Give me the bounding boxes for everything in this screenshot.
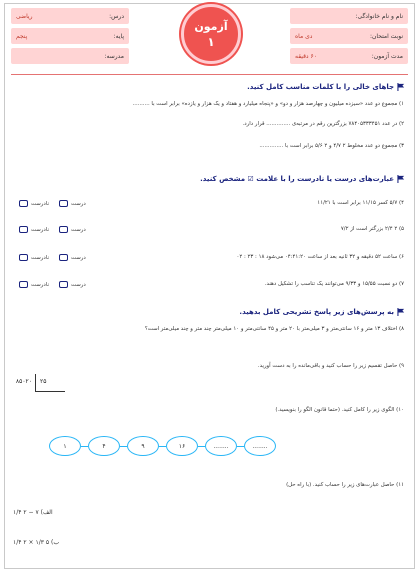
subject-value: ریاضی — [16, 12, 33, 20]
answer-options-7 — [19, 281, 86, 288]
division-divisor: ۲۵ — [40, 378, 47, 385]
header-row-name — [290, 8, 408, 24]
question-11b: ب) ۵ ۱/۳ × ۲ ۱/۴ — [13, 539, 59, 546]
question-10: ۱۰) الگوی زیر را کامل کنید. (حتما قانون الگو را بنویسید.) — [275, 407, 404, 413]
badge-title: آزمون — [194, 19, 228, 33]
question-3: ۳) مجموع دو عدد مخلوط ۲ ۴/۷ و ۲ ۵/۶ برابر است با .............. — [259, 143, 404, 149]
option-true[interactable]: درست — [59, 281, 86, 288]
header-row-subject — [11, 8, 129, 24]
section1-title: جاهای خالی را با کلمات مناسب کامل کنید. — [247, 83, 406, 91]
option-true[interactable]: درست — [59, 226, 86, 233]
flag-icon — [397, 83, 406, 91]
term-value: دی ماه — [295, 32, 313, 40]
badge-number: ۱ — [207, 34, 215, 49]
question-6: ۶) ساعت ۵۲ دقیقه و ۳۲ ثانیه بعد از ساعت ۰۴:۴۱:۲۰ می‌شود ۱۸ : ۲۳ : ۰۲ — [236, 254, 404, 260]
school-label: مدرسه: — [104, 52, 124, 60]
pattern-connector — [120, 446, 127, 447]
section3-title: به پرسش‌های زیر پاسخ تشریحی کامل بدهید. — [239, 308, 406, 316]
checkbox-true[interactable] — [59, 200, 68, 207]
question-11a: الف) ۷ − ۲ ۱/۴ — [13, 509, 53, 516]
option-false[interactable]: نادرست — [19, 226, 49, 233]
term-label: نوبت امتحان: — [369, 32, 403, 40]
checkbox-false[interactable] — [19, 200, 28, 207]
question-2: ۲) در عدد ۷۸۴۰۵۳۳۳۴۵۱ بزرگترین رقم در مرتبه‌ی .............. قرار دارد. — [242, 121, 404, 127]
division-dividend: ۸۵۰۲۰ — [15, 378, 32, 385]
checkbox-true[interactable] — [59, 281, 68, 288]
exam-badge — [181, 4, 241, 64]
header-row-term — [290, 28, 408, 44]
header-row-school — [11, 48, 129, 64]
question-9: ۹) حاصل تقسیم زیر را حساب کنید و باقی‌مانده را به دست آورید. — [257, 363, 404, 369]
header-info-left — [11, 8, 129, 68]
checkbox-false[interactable] — [19, 226, 28, 233]
long-division — [15, 374, 65, 392]
pattern-connector — [198, 446, 205, 447]
header-row-duration — [290, 48, 408, 64]
pattern-term-1: ۱ — [49, 436, 81, 456]
answer-options-4 — [19, 200, 86, 207]
pattern-connector — [81, 446, 88, 447]
pattern-chain — [49, 432, 279, 460]
flag-icon — [397, 308, 406, 316]
header-divider — [11, 74, 408, 75]
flag-icon — [397, 175, 406, 183]
question-4: ۴) ۵/۷ کسر ۱۱/۱۵ برابر است با ۱۱/۲۱ — [317, 200, 404, 206]
checkbox-true[interactable] — [59, 226, 68, 233]
question-7: ۷) دو نسبت ۱۵/۵۵ و ۹/۳۳ می‌توانند یک تناسب را تشکیل دهند. — [264, 281, 404, 287]
duration-value: ۶۰ دقیقه — [295, 52, 317, 60]
option-false[interactable]: نادرست — [19, 200, 49, 207]
subject-label: درس: — [109, 12, 124, 20]
option-true[interactable]: درست — [59, 254, 86, 261]
duration-label: مدت آزمون: — [371, 52, 403, 60]
question-1: ۱) مجموع دو عدد «سیزده میلیون و چهارصد هزار و دو» و «پنجاه میلیارد و هفتاد و یک هزار و یازده» برابر است با .......... — [132, 101, 404, 107]
section2-title: عبارت‌های درست یا نادرست را با علامت ☑ مشخص کنید. — [200, 175, 406, 183]
option-false[interactable]: نادرست — [19, 254, 49, 261]
answer-options-6 — [19, 254, 86, 261]
pattern-connector — [159, 446, 166, 447]
pattern-term-4: ۱۶ — [166, 436, 198, 456]
checkbox-false[interactable] — [19, 254, 28, 261]
answer-options-5 — [19, 226, 86, 233]
option-false[interactable]: نادرست — [19, 281, 49, 288]
grade-value: پنجم — [16, 32, 28, 40]
checkbox-true[interactable] — [59, 254, 68, 261]
header-info-right — [290, 8, 408, 68]
pattern-term-6[interactable]: ........ — [244, 436, 276, 456]
option-true[interactable]: درست — [59, 200, 86, 207]
exam-page — [4, 3, 415, 569]
checkbox-false[interactable] — [19, 281, 28, 288]
grade-label: پایه: — [113, 32, 124, 40]
header-row-grade — [11, 28, 129, 44]
pattern-connector — [237, 446, 244, 447]
question-8: ۸) اختلاف ۱۳ متر و ۱۶ سانتی‌متر و ۳ میلی‌متر با ۲۰ متر و ۴۵ سانتی‌متر و ۱۰ میلی‌متر چند متر و چند میلی‌متر است؟ — [144, 326, 404, 332]
pattern-term-5[interactable]: ........ — [205, 436, 237, 456]
question-11: ۱۱) حاصل عبارت‌های زیر را حساب کنید. (با راه حل) — [286, 482, 404, 488]
pattern-term-2: ۴ — [88, 436, 120, 456]
pattern-term-3: ۹ — [127, 436, 159, 456]
name-label: نام و نام خانوادگی: — [355, 12, 403, 20]
question-5: ۵) ۲ ۲/۴ بزرگتر است از ۷/۲ — [340, 226, 404, 232]
